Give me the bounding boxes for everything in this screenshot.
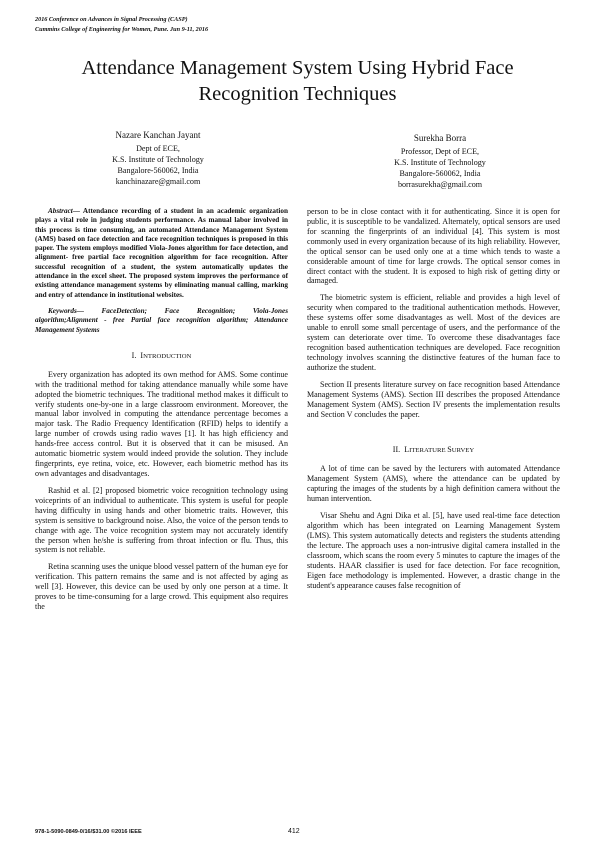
- footer-copyright: 978-1-5090-0849-0/16/$31.00 ©2016 IEEE: [35, 829, 142, 835]
- section-heading-literature-survey: [307, 445, 560, 456]
- conference-header: [35, 15, 208, 34]
- author-block-2: [330, 133, 550, 190]
- paragraph: Rashid et al. [2] proposed biometric voice recognition technology using voiceprints of an individual to authenticate. This system is useful for people having difficulty in using hands and other biometric traits. However, this system is sensitive to background noise. Also, the voice of the person tends to change with age. The voice recognition system may not accurately identify the person when he/she is suffering from throat infection or flu. Thus, this system is not reliable.: [35, 485, 288, 555]
- left-column: [35, 207, 288, 619]
- author-institute: K.S. Institute of Technology: [112, 155, 204, 164]
- conference-line-1: 2016 Conference on Advances in Signal Processing (CASP): [35, 16, 188, 23]
- paragraph: person to be in close contact with it for authenticating. Since it is open for public, it is susceptible to be vandalized. Alternately, optical sensors are used for scanning the fingerprints of an individual [4]. This system is most commonly used in every organization because of its high reliability. However, the optical sensor can be used only one at a time which tends to waste a considerable amount of time for large crowds. The optical sensor comes in direct contact with the student. It is exposed to high risk of getting dirty or damaged.: [307, 207, 560, 286]
- section-rest: NTRODUCTION: [143, 352, 192, 360]
- author-institute: K.S. Institute of Technology: [394, 158, 486, 167]
- conference-line-2: Cummins College of Engineering for Women, Pune. Jun 9-11, 2016: [35, 25, 209, 33]
- paragraph: Visar Shehu and Agni Dika et al. [5], have used real-time face detection algorithm which has been integrated on Learning Management System (LMS). This system automatically detects and registers the students attending the lecture. The approach uses a non-intrusive digital camera installed in the classroom, which scans the room every 5 minutes to capture the images of the students. HAAR classifier is used for face detection. For face recognition, Eigen face methodology is implemented. However, a drastic change in the student's appearance causes false recognition of: [307, 511, 560, 590]
- author-dept: Dept of ECE,: [136, 144, 180, 153]
- keywords-text: FaceDetection; Face Recognition; Viola-Jones algorithm;Alignment - free Partial face recognition algorithm; Attendance Management Systems: [35, 306, 288, 334]
- paragraph: A lot of time can be saved by the lecturers with automated Attendance Management System (AMS), where the attendance can be updated by capturing the images of the students by a high definition camera without the human intervention.: [307, 464, 560, 504]
- keywords: [35, 307, 288, 335]
- section-heading-introduction: [35, 351, 288, 362]
- author-city: Bangalore-560062, India: [117, 166, 199, 175]
- paragraph: Section II presents literature survey on face recognition based Attendance Management Systems (AMS). Section III describes the proposed Attendance Management System (AMS). Section IV presents the implementation results and Section V concludes the paper.: [307, 379, 560, 419]
- abstract-lead: Abstract—: [48, 207, 80, 215]
- author-email: borrasurekha@gmail.com: [397, 180, 483, 189]
- section-initial: L: [404, 445, 410, 455]
- right-column: [307, 207, 560, 597]
- paper-title: Attendance Management System Using Hybrid Face Recognition Techniques: [81, 57, 514, 105]
- author-name: Nazare Kanchan Jayant: [115, 130, 201, 140]
- keywords-lead: Keywords—: [48, 306, 84, 315]
- author-name: Surekha Borra: [413, 133, 467, 143]
- section-number: II.: [392, 445, 401, 455]
- section-rest: ITERATURE: [409, 447, 448, 455]
- author-city: Bangalore-560062, India: [399, 169, 481, 178]
- author-dept: Professor, Dept of ECE,: [400, 147, 480, 156]
- paragraph: Retina scanning uses the unique blood vessel pattern of the human eye for verification. This pattern remains the same and is not affected by aging as well [3]. However, this device can be used by only one person at a time. It proves to be time-consuming for a large crowd. This equipment also requires the: [35, 562, 288, 612]
- paragraph: The biometric system is efficient, reliable and provides a high level of security when compared to the traditional authentication methods. However, these systems offer some disadvantages as well. Most of the devices are unable to enroll some small percentage of users, and the performance of the system can deteriorate over time. To overcome these disadvantages face recognition based authentication techniques are developed. Face recognition technology involves scanning the distinctive features of the human face to authorize the student.: [307, 293, 560, 372]
- abstract-text: Attendance recording of a student in an academic organization plays a vital role in judging students performance. As manual labor involved in this process is time consuming, an automated Attendance Management System (AMS) based on face detection and face recognition techniques is proposed in this paper. The system employs modified Viola-Jones algorithm for face detection, and alignment- free partial face recognition algorithm for face recognition. After successful recognition of a student, the system automatically updates the attendance in the excel sheet. The proposed system improves the performance of existing attendance management systems by eliminating manual calling, marking and entry of attendance in institutional websites.: [35, 207, 288, 299]
- section-initial: I: [140, 350, 144, 360]
- section-number: I.: [131, 350, 137, 360]
- abstract: [35, 207, 288, 300]
- section-initial-2: S: [447, 445, 452, 455]
- paragraph: Every organization has adopted its own method for AMS. Some continue with the traditional method for taking attendance manually while some have adopted the biometric techniques. The traditional method makes it difficult to verify students one-by-one in a large classroom environment. Moreover, the manual labor involved in computing the attendance percentage becomes a major task. The Radio Frequency Identification (RFID) helps to identify a large number of crowds using radio waves [1]. It has high efficiency and hands-free access control. But it is observed that it can be misused. An automatic biometric system would indeed provide the solution. They include fingerprints, eye retina, voice, etc. However, each biometric method has its own advantages and disadvantages.: [35, 369, 288, 478]
- section-rest-2: URVEY: [451, 447, 475, 455]
- page-number: 412: [288, 828, 300, 835]
- author-email: kanchinazare@gmail.com: [115, 177, 201, 186]
- author-block-1: [48, 130, 268, 187]
